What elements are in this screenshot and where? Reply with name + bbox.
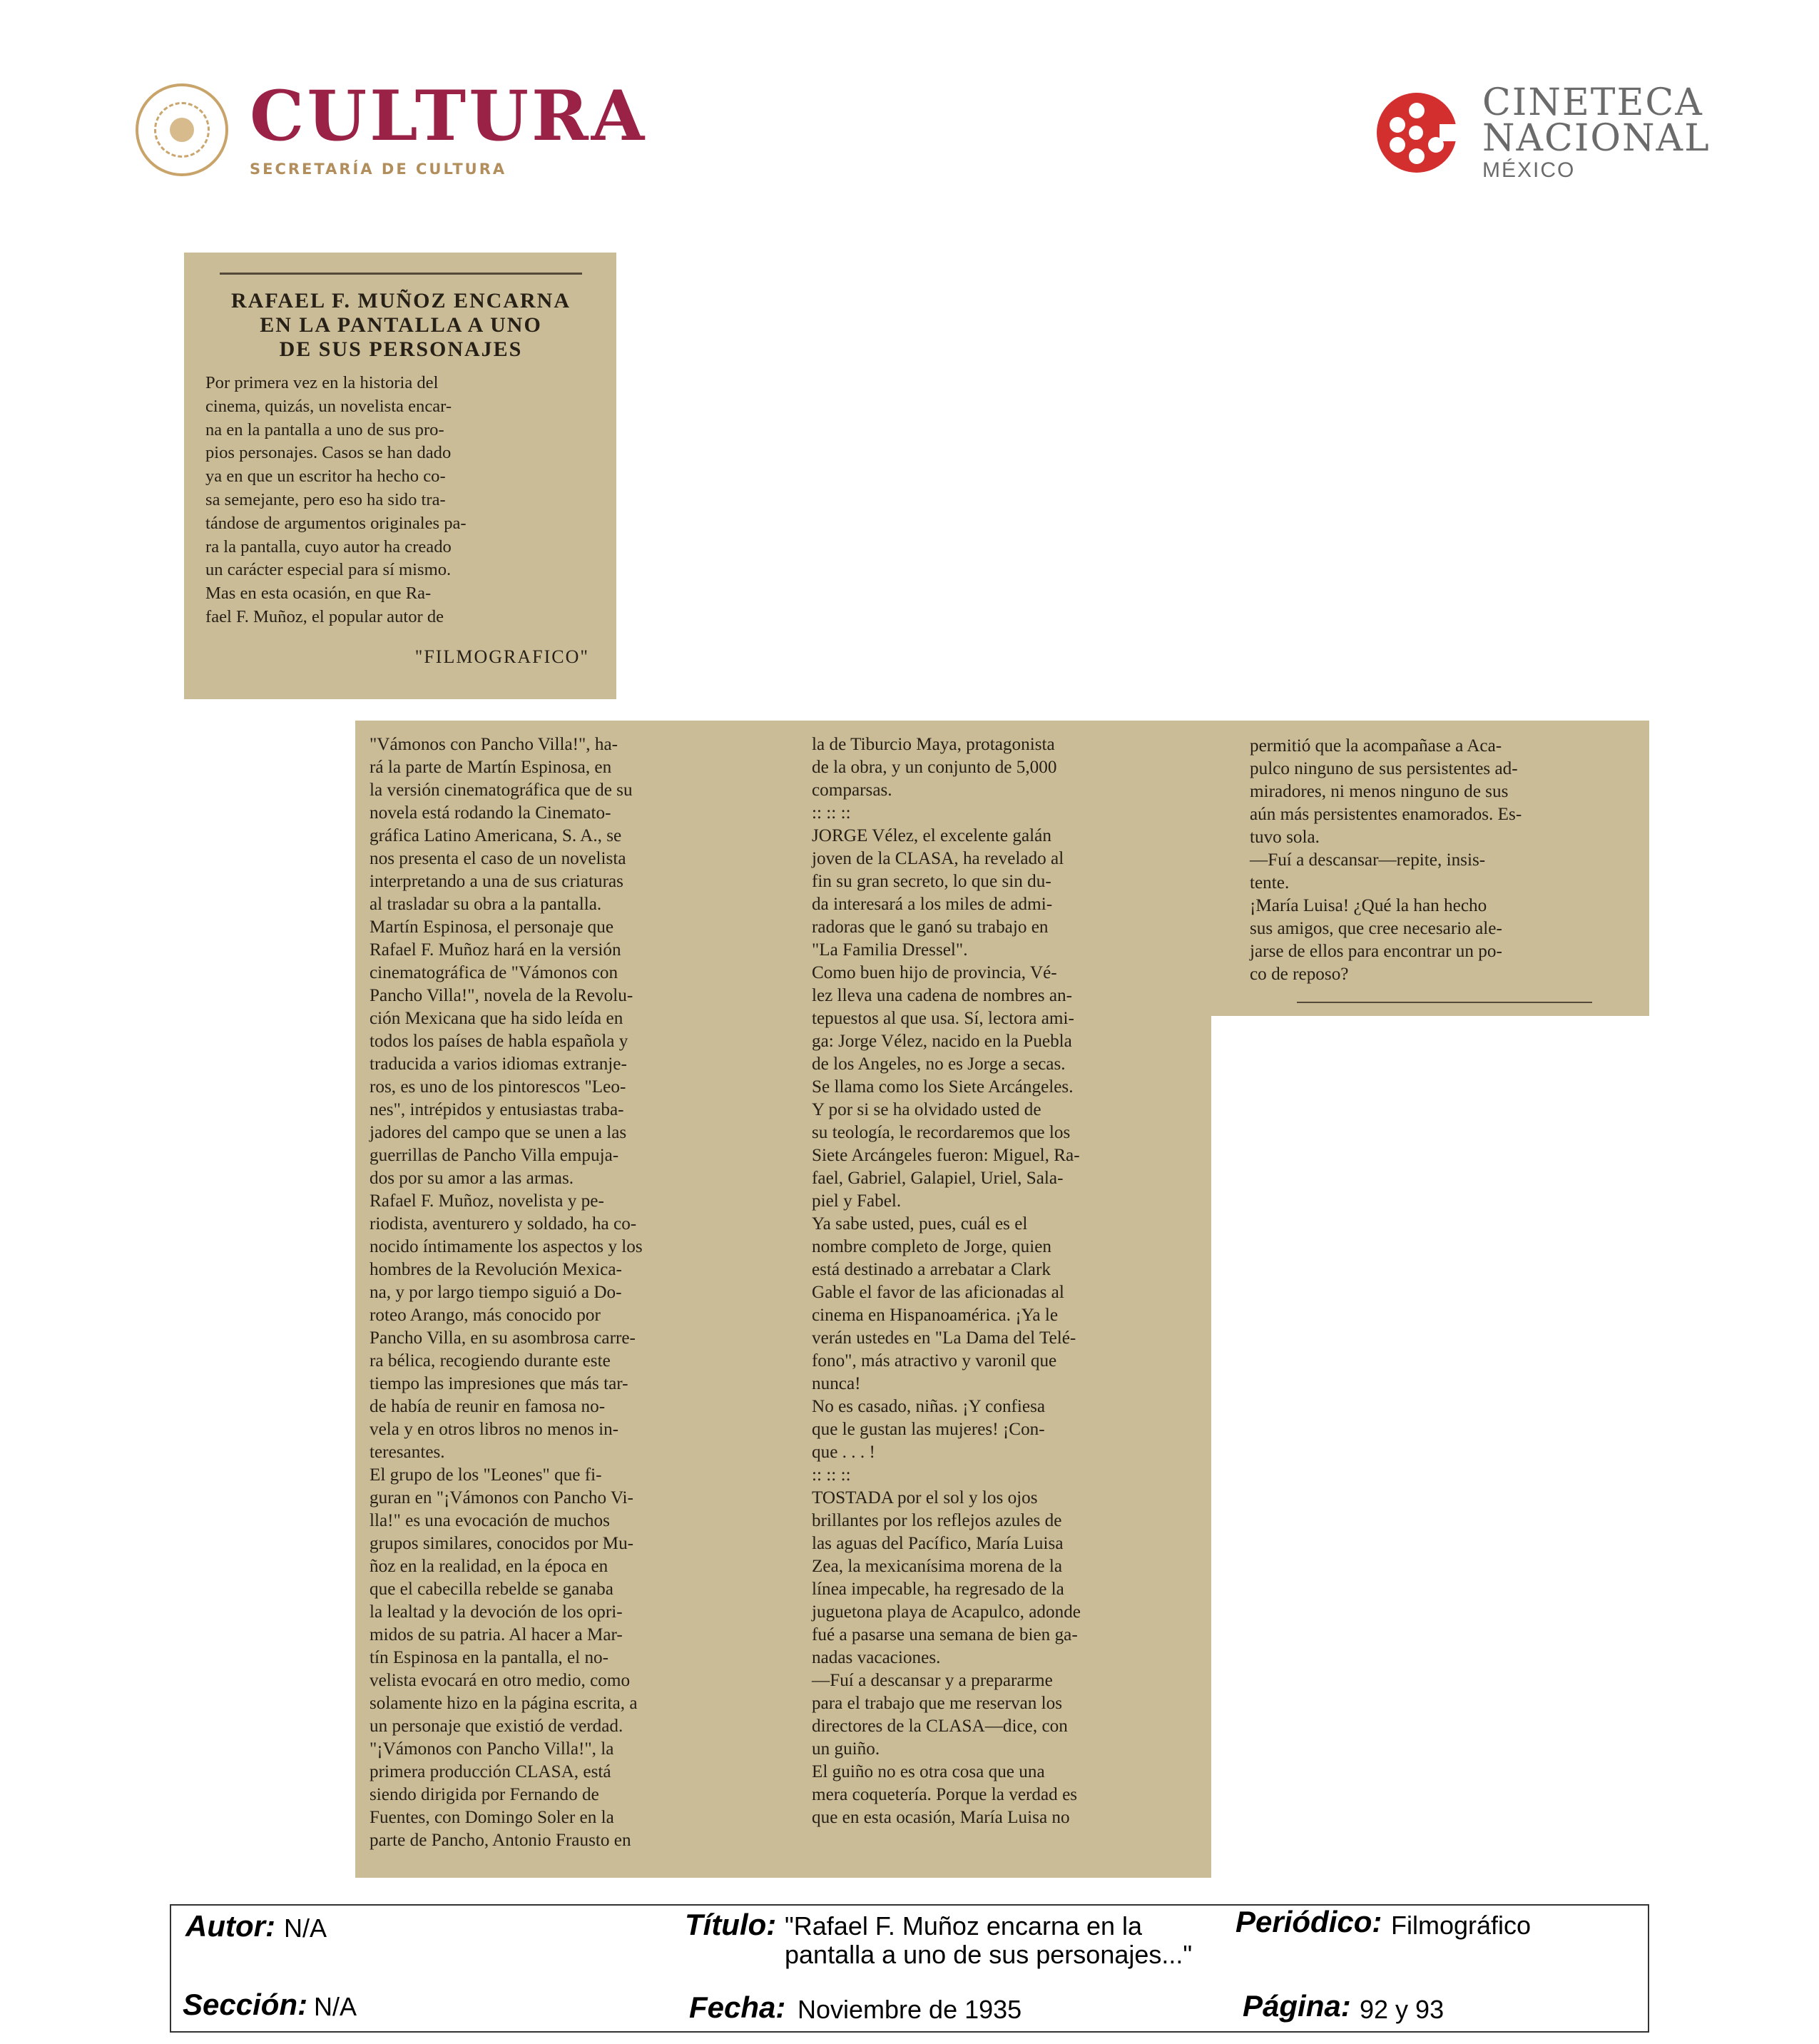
article-column-1: "Vámonos con Pancho Villa!", ha- rá la parte de Martín Espinosa, en la versión cinematográfica que de su novela está rodando la Cinemato- gráfica Latino Americana, S. A., se nos presenta el caso de un novelista interpretando a una de sus criaturas al trasladar su obra a la pantalla. Martín Espinosa, el personaje que Rafael F. Muñoz hará en la versión cinematográfica de "Vámonos con Pancho Villa!", novela de la Revolu- ción Mexicana que ha sido leída en todos los países de habla española y traducida a varios idiomas extranje- ros, es uno de los pintorescos "Leo- nes", intrépidos y entusiastas traba- jadores del campo que se unen a las guerrillas de Pancho Villa empuja- dos por su amor a las armas. Rafael F. Muñoz, novelista y pe- riodista, aventurero y soldado, ha co- nocido íntimamente los aspectos y los hombres de la Revolución Mexica- na, y por largo tiempo siguió a Do- roteo Arango, más conocido por Pancho Villa, en su asombrosa carre- ra bélica, recogiendo durante este tiempo las impresiones que más tar- de había de reunir en famosa no- vela y en otros libros no menos in- teresantes. El grupo de los "Leones" que fi- guran en "¡Vámonos con Pancho Vi- lla!" es una evocación de muchos grupos similares, conocidos por Mu- ñoz en la realidad, en la época en que el cabecilla rebelde se ganaba la lealtad y la devoción de los opri- midos de su patria. Al hacer a Mar- tín Espinosa en la pantalla, el no- velista evocará en otro medio, como solamente hizo en la página escrita, a un personaje que existió de verdad. "¡Vámonos con Pancho Villa!", la primera producción CLASA, está siendo dirigida por Fernando de Fuentes, con Domingo Soler en la parte de Pancho, Antonio Frausto en [370,735,643,1850]
cultura-subtitle: SECRETARÍA DE CULTURA [250,161,507,178]
titulo-value: "Rafael F. Muñoz encarna en la pantalla a uno de sus personajes..." [785,1911,1193,1969]
clipping-intro-text: Por primera vez en la historia del cinema, quizás, un novelista encar- na en la pantalla a uno de sus pro- pios personajes. Casos se han dado ya en que un escritor ha hecho co- sa semejante, pero eso ha sido tra- tándose de argumentos originales pa- ra la pantalla, cuyo autor ha creado un carácter especial para sí mismo. Mas en esta ocasión, en que Ra- fael F. Muñoz, el popular autor de [205,373,467,626]
cineteca-line3: MÉXICO [1482,158,1576,182]
cineteca-line1: CINETECA [1482,81,1703,124]
titulo-label: Título: [685,1908,777,1941]
article-column-2: la de Tiburcio Maya, protagonista de la obra, y un conjunto de 5,000 comparsas. :: :: :: JORGE Vélez, el excelente galán joven de la CLASA, ha revelado al fin su gran secreto, lo que sin du- da interesará a los miles de admi- radoras que le ganó su trabajo en "La Familia Dressel". Como buen hijo de provincia, Vé- lez lleva una cadena de nombres an- tepuestos al que usa. Sí, lectora ami- ga: Jorge Vélez, nacido en la Puebla de los Angeles, no es Jorge a secas. Se llama como los Siete Arcángeles. Y por si se ha olvidado usted de su teología, le recordaremos que los Siete Arcángeles fueron: Miguel, Ra- fael, Gabriel, Galapiel, Uriel, Sala- piel y Fabel. Ya sabe usted, pues, cuál es el nombre completo de Jorge, quien está destinado a arrebatar a Clark Gable el favor de las aficionadas al cinema en Hispanoamérica. ¡Ya le verán ustedes en "La Dama del Telé- fono", más atractivo y varonil que nunca! No es casado, niñas. ¡Y confiesa que le gustan las mujeres! ¡Con- que . . . ! :: :: :: TOSTADA por el sol y los ojos brillantes por los reflejos azules de las aguas del Pacífico, María Luisa Zea, la mexicanísima morena de la línea impecable, ha regresado de la juguetona playa de Acapulco, adonde fué a pasarse una semana de bien ga- nadas vacaciones. —Fuí a descansar y a prepararme para el trabajo que me reservan los directores de la CLASA—dice, con un guiño. El guiño no es otra cosa que una mera coquetería. Porque la verdad es que en esta ocasión, María Luisa no [812,735,1081,1827]
clipping-headline: RAFAEL F. MUÑOZ ENCARNA EN LA PANTALLA A UNO DE SUS PERSONAJES [230,289,571,361]
periodico-label: Periódico: [1235,1905,1382,1938]
article-column-3: permitió que la acompañase a Aca- pulco ninguno de sus persistentes ad- miradores, ni menos ninguno de sus aún más persistentes enamorados. Es- tuvo sola. —Fuí a descansar—repite, insis- tente. ¡María Luisa! ¿Qué la han hecho sus amigos, que cree necesario ale- jarse de ellos para encontrar un po- co de reposo? [1250,736,1522,984]
national-seal-icon [136,83,228,176]
film-reel-icon [1377,93,1457,173]
fecha-label: Fecha: [689,1990,786,2024]
autor-label: Autor: [185,1909,275,1943]
autor-value: N/A [284,1913,327,1943]
cultura-logo [136,76,648,178]
pagina-value: 92 y 93 [1360,1995,1444,2024]
pagina-label: Página: [1243,1989,1351,2023]
cineteca-line2: NACIONAL [1482,117,1711,160]
periodico-value: Filmográfico [1391,1911,1532,1940]
clipping-source: "FILMOGRAFICO" [414,646,589,667]
top-rule [220,273,582,275]
fecha-value: Noviembre de 1935 [798,1995,1022,2024]
cineteca-logo [1377,81,1711,182]
clipping-top [184,253,616,699]
cultura-title: CULTURA [250,76,648,156]
seccion-value: N/A [314,1992,357,2021]
seccion-label: Sección: [183,1988,308,2021]
end-rule [1297,1002,1592,1003]
